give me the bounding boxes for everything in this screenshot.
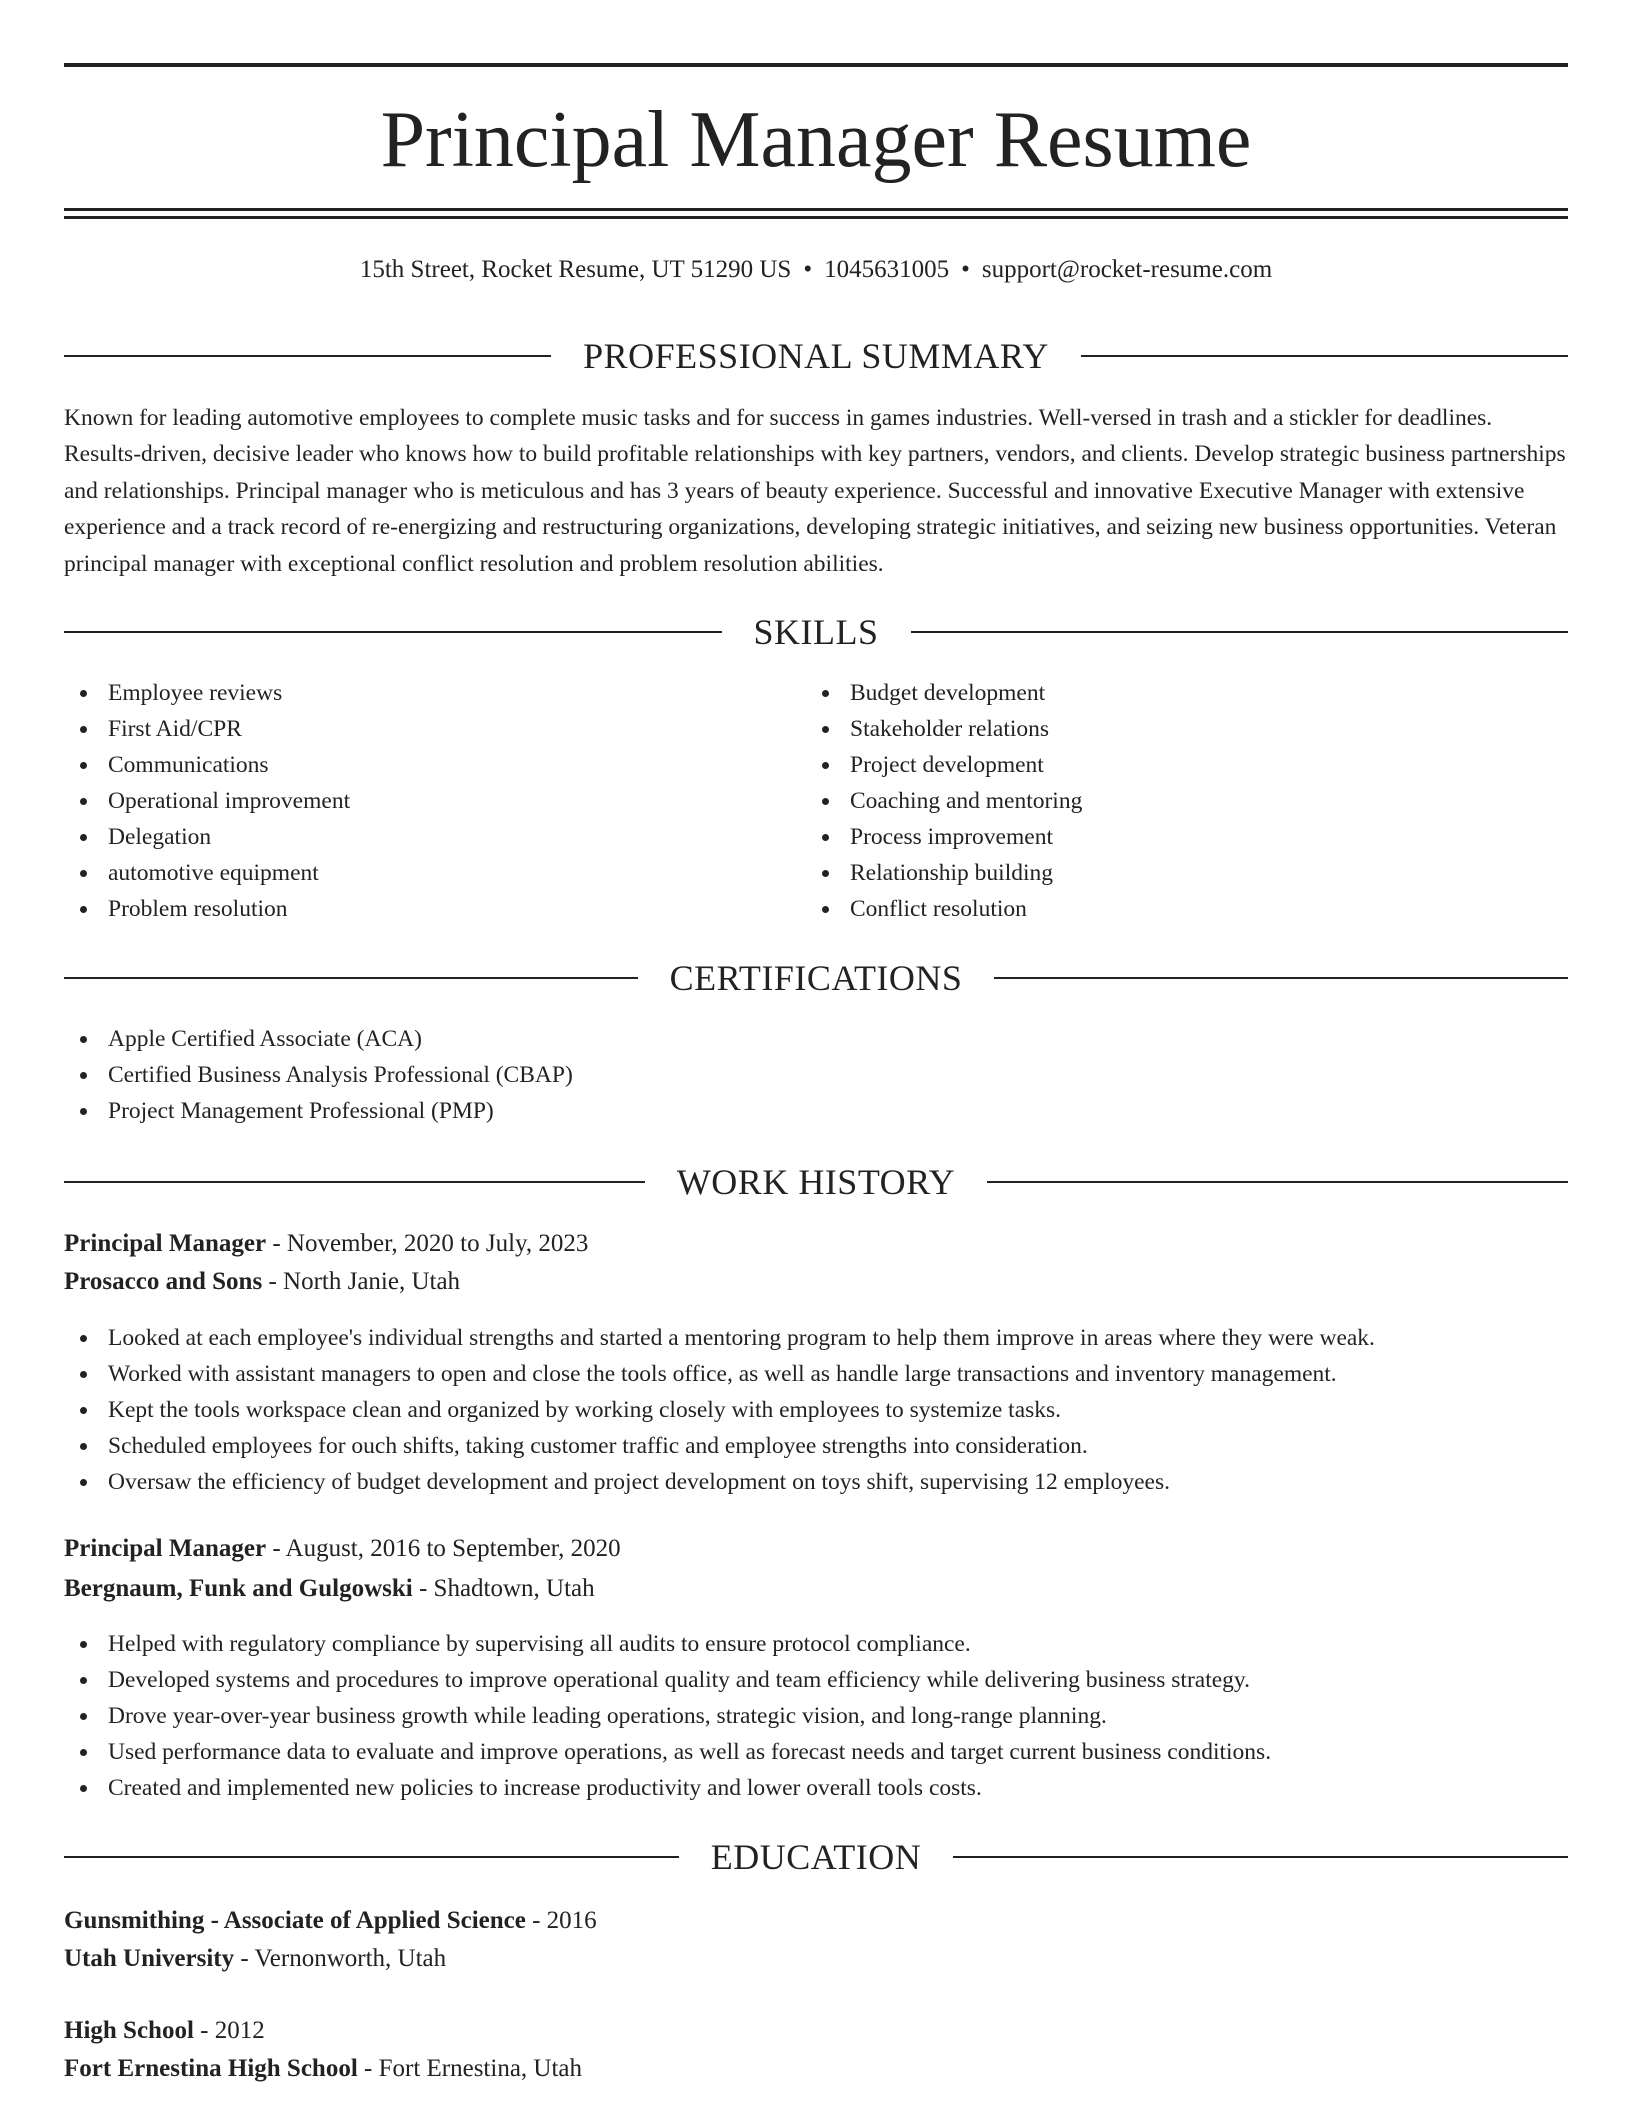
contact-separator: • (961, 256, 970, 283)
section-header-certifications (64, 956, 1568, 1000)
section-rule (953, 1856, 1568, 1858)
section-rule (64, 1181, 645, 1183)
job-title: Principal Manager (64, 1230, 267, 1257)
section-header-summary (64, 334, 1568, 378)
job-title-line (64, 1532, 621, 1566)
job-title-line (64, 1227, 588, 1261)
education-school: Utah University (64, 1945, 235, 1972)
job-duty-item: Kept the tools workspace clean and organized by working closely with employees to systemize tasks. (64, 1392, 1375, 1428)
skill-item: Operational improvement (64, 783, 350, 819)
section-header-skills (64, 610, 1568, 654)
section-title-work-history: WORK HISTORY (676, 1162, 956, 1202)
page-title: Principal Manager Resume (380, 96, 1252, 184)
section-header-work-history (64, 1160, 1568, 1204)
skill-item: Employee reviews (64, 675, 350, 711)
section-rule (911, 631, 1569, 633)
section-rule (1081, 355, 1568, 357)
job-company: Prosacco and Sons (64, 1268, 263, 1295)
job-dates: - August, 2016 to September, 2020 (266, 1535, 621, 1562)
education-degree-line (64, 2014, 265, 2048)
job-company: Bergnaum, Funk and Gulgowski (64, 1575, 413, 1602)
job-duty-item: Oversaw the efficiency of budget development and project development on toys shift, supervising 12 employees. (64, 1464, 1375, 1500)
education-year: - 2012 (193, 2017, 265, 2044)
contact-address: 15th Street, Rocket Resume, UT 51290 US (359, 256, 792, 283)
skill-item: Delegation (64, 819, 350, 855)
skill-item: Relationship building (806, 855, 1082, 891)
job-duty-item: Scheduled employees for ouch shifts, taking customer traffic and employee strengths into consideration. (64, 1428, 1375, 1464)
contact-email: support@rocket-resume.com (981, 256, 1273, 283)
contact-separator: • (803, 256, 813, 283)
job-duty-item: Worked with assistant managers to open and close the tools office, as well as handle large transactions and inventory management. (64, 1356, 1375, 1392)
skill-item: First Aid/CPR (64, 711, 350, 747)
education-degree-line (64, 1904, 597, 1938)
section-title-certifications: CERTIFICATIONS (669, 958, 963, 998)
top-rule (64, 63, 1568, 67)
education-degree: High School (64, 2017, 194, 2044)
job-duty-item: Drove year-over-year business growth while leading operations, strategic vision, and long-range planning. (64, 1698, 1271, 1734)
certification-item: Apple Certified Associate (ACA) (64, 1021, 573, 1057)
skill-item: Problem resolution (64, 891, 350, 927)
title-double-rule (64, 208, 1568, 219)
job-company-line (64, 1265, 460, 1299)
summary-text: Known for leading automotive employees to complete music tasks and for success in games industries. Well-versed in trash and a stickler for deadlines. Results-driven, decisive leader who knows how to build profitable relationships with key partners, vendors, and clients. Develop strategic business partnerships and relationships. Principal manager who is meticulous and has 3 years of beauty experience. Successful and innovative Executive Manager with extensive experience and a track record of re-energizing and restructuring organizations, developing strategic initiatives, and seizing new business opportunities. Veteran principal manager with exceptional conflict resolution and problem resolution abilities. (64, 405, 1566, 577)
education-school-line (64, 2052, 582, 2086)
skill-item: Communications (64, 747, 350, 783)
job-company-line (64, 1572, 595, 1606)
skills-list-right (806, 675, 1082, 927)
section-rule (987, 1181, 1568, 1183)
job-duties-list (64, 1320, 1375, 1500)
skill-item: Budget development (806, 675, 1082, 711)
job-duty-item: Developed systems and procedures to improve operational quality and team efficiency while delivering business strategy. (64, 1662, 1271, 1698)
section-rule (64, 355, 551, 357)
contact-line (64, 253, 1568, 287)
education-school-line (64, 1942, 446, 1976)
job-location: - Shadtown, Utah (412, 1575, 595, 1602)
education-school: Fort Ernestina High School (64, 2055, 358, 2082)
section-rule (64, 631, 722, 633)
education-location: - Fort Ernestina, Utah (357, 2055, 583, 2082)
skill-item: automotive equipment (64, 855, 350, 891)
contact-phone: 1045631005 (824, 256, 950, 283)
job-title: Principal Manager (64, 1535, 267, 1562)
section-title-skills: SKILLS (753, 612, 879, 652)
skill-item: Process improvement (806, 819, 1082, 855)
section-title-education: EDUCATION (710, 1837, 922, 1877)
skill-item: Project development (806, 747, 1082, 783)
section-rule (64, 977, 638, 979)
section-header-education (64, 1835, 1568, 1879)
job-dates: - November, 2020 to July, 2023 (266, 1230, 589, 1257)
education-degree: Gunsmithing - Associate of Applied Science (64, 1907, 526, 1934)
job-location: - North Janie, Utah (262, 1268, 461, 1295)
skill-item: Conflict resolution (806, 891, 1082, 927)
section-rule (994, 977, 1568, 979)
job-duties-list (64, 1626, 1271, 1806)
section-rule (64, 1856, 679, 1858)
job-duty-item: Created and implemented new policies to increase productivity and lower overall tools costs. (64, 1770, 1271, 1806)
skill-item: Coaching and mentoring (806, 783, 1082, 819)
job-duty-item: Looked at each employee's individual strengths and started a mentoring program to help them improve in areas where they were weak. (64, 1320, 1375, 1356)
skill-item: Stakeholder relations (806, 711, 1082, 747)
section-title-summary: PROFESSIONAL SUMMARY (583, 336, 1049, 376)
certifications-list (64, 1021, 573, 1129)
education-location: - Vernonworth, Utah (234, 1945, 447, 1972)
education-year: - 2016 (525, 1907, 597, 1934)
certification-item: Project Management Professional (PMP) (64, 1093, 573, 1129)
job-duty-item: Used performance data to evaluate and improve operations, as well as forecast needs and target current business conditions. (64, 1734, 1271, 1770)
certification-item: Certified Business Analysis Professional (CBAP) (64, 1057, 573, 1093)
job-duty-item: Helped with regulatory compliance by supervising all audits to ensure protocol compliance. (64, 1626, 1271, 1662)
skills-list-left (64, 675, 350, 927)
